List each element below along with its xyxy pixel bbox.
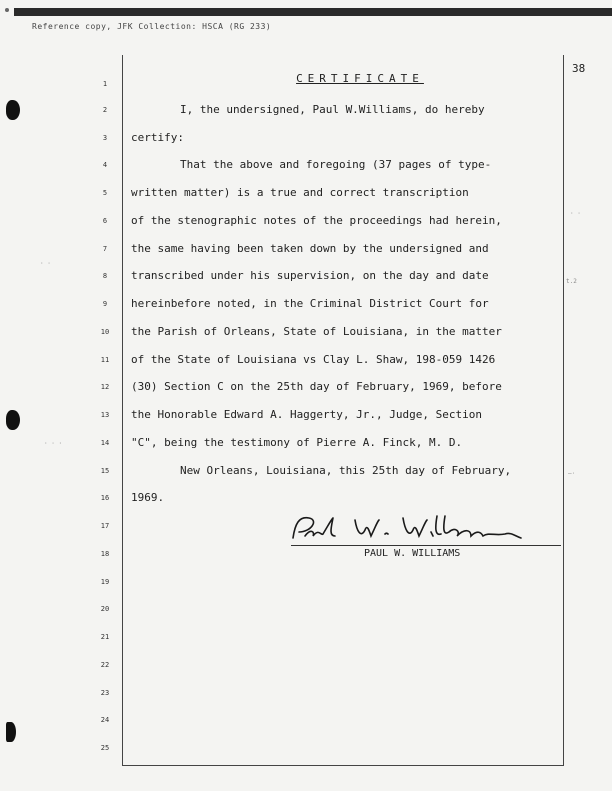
line-number: 10 [100, 328, 110, 336]
punch-hole-middle [6, 410, 20, 430]
scan-speck: t.2 [566, 278, 577, 285]
line-number: 17 [100, 522, 110, 530]
signature-text: Paul W. Williams [285, 544, 295, 545]
transcript-line: the Parish of Orleans, State of Louisiana, in the matter [131, 325, 502, 338]
line-number: 22 [100, 661, 110, 669]
line-number: 2 [102, 106, 108, 114]
line-number: 4 [102, 161, 108, 169]
line-number: 8 [102, 272, 108, 280]
line-number: 16 [100, 494, 110, 502]
handwritten-signature [285, 510, 525, 546]
line-number: 15 [100, 467, 110, 475]
line-number: 14 [100, 439, 110, 447]
signature-line [291, 545, 561, 546]
transcript-line: certify: [131, 131, 184, 144]
line-number: 12 [100, 383, 110, 391]
line-number: 19 [100, 578, 110, 586]
scan-speck [5, 8, 9, 12]
scan-speck: · · [570, 210, 581, 217]
line-number: 18 [100, 550, 110, 558]
transcript-line: hereinbefore noted, in the Criminal District Court for [131, 297, 489, 310]
line-number: 5 [102, 189, 108, 197]
line-number: 7 [102, 245, 108, 253]
transcript-line: I, the undersigned, Paul W.Williams, do hereby [180, 103, 485, 116]
scan-speck: · · · [44, 440, 63, 447]
transcript-line: of the State of Louisiana vs Clay L. Shaw, 198-059 1426 [131, 353, 496, 366]
transcript-line: 1969. [131, 491, 165, 504]
signer-name: PAUL W. WILLIAMS [364, 548, 461, 559]
transcript-line: of the stenographic notes of the proceedings had herein, [131, 214, 502, 227]
transcript-line: "C", being the testimony of Pierre A. Finck, M. D. [131, 436, 463, 449]
certificate-title: CERTIFICATE [296, 72, 424, 85]
line-number: 23 [100, 689, 110, 697]
reference-line: Reference copy, JFK Collection: HSCA (RG 233) [32, 22, 272, 31]
line-number: 1 [102, 80, 108, 88]
line-number: 11 [100, 356, 110, 364]
punch-hole-bottom [6, 722, 16, 742]
transcript-line: That the above and foregoing (37 pages of type- [180, 158, 492, 171]
transcript-line: written matter) is a true and correct transcription [131, 186, 469, 199]
page-number: 38 [572, 62, 586, 75]
punch-hole-top [6, 100, 20, 120]
line-number: 6 [102, 217, 108, 225]
line-number: 24 [100, 716, 110, 724]
scan-top-bar [14, 8, 612, 16]
transcript-line: the Honorable Edward A. Haggerty, Jr., Judge, Section [131, 408, 482, 421]
line-number: 13 [100, 411, 110, 419]
scan-speck: —· [568, 470, 576, 477]
line-number: 25 [100, 744, 110, 752]
transcript-line: New Orleans, Louisiana, this 25th day of February, [180, 464, 512, 477]
line-number: 9 [102, 300, 108, 308]
transcript-line: (30) Section C on the 25th day of February, 1969, before [131, 380, 502, 393]
transcript-line: transcribed under his supervision, on the day and date [131, 269, 489, 282]
transcript-line: the same having been taken down by the undersigned and [131, 242, 489, 255]
line-number: 21 [100, 633, 110, 641]
scan-speck: · · [40, 260, 51, 267]
line-number: 3 [102, 134, 108, 142]
line-number: 20 [100, 605, 110, 613]
